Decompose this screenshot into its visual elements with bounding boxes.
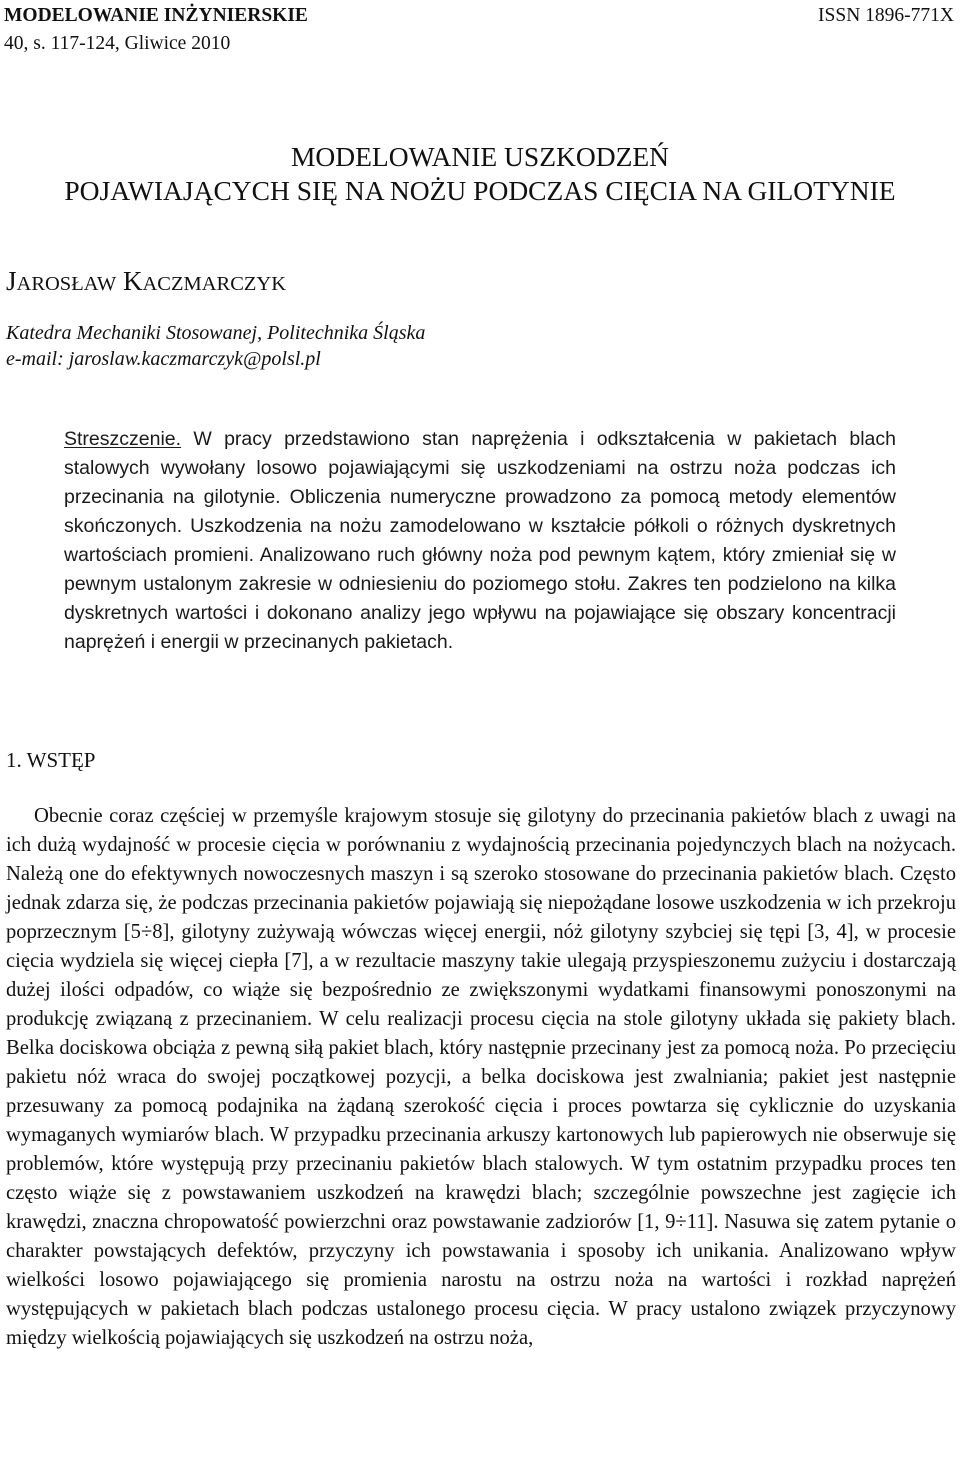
title-line-2: POJAWIAJĄCYCH SIĘ NA NOŻU PODCZAS CIĘCIA NA GILOTYNIE [64,175,896,206]
journal-issue: 40, s. 117-124, Gliwice 2010 [4,33,231,54]
journal-header [4,2,308,58]
abstract-label: Streszczenie. [64,428,182,450]
author-first-rest: AROSŁAW [16,273,117,295]
paper-title [0,140,960,208]
issn: ISSN 1896-771X [818,5,954,26]
author-first-initial: J [6,266,17,296]
author-last-initial: K [122,266,143,296]
author-last-rest: ACZMARCZYK [142,273,286,295]
email: e-mail: jaroslaw.kaczmarczyk@polsl.pl [6,348,321,370]
institution: Katedra Mechaniki Stosowanej, Politechnika Śląska [6,322,426,344]
abstract [64,425,896,657]
author-name [6,264,286,301]
journal-name: MODELOWANIE INŻYNIERSKIE [4,5,308,26]
section-heading: 1. WSTĘP [6,748,96,772]
abstract-text: W pracy przedstawiono stan naprężenia i odkształcenia w pakietach blach stalowych wywołany losowo pojawiającymi się uszkodzeniami na ostrzu noża podczas ich przecinania na gilotynie. Obliczenia numeryczne prowadzono za pomocą metody elementów skończonych. Uszkodzenia na nożu zamodelowano w kształcie półkoli o różnych dyskretnych wartościach promieni. Analizowano ruch główny noża pod pewnym kątem, który zmieniał się w pewnym ustalonym zakresie w odniesieniu do poziomego stołu. Zakres ten podzielono na kilka dyskretnych wartości i dokonano analizy jego wpływu na pojawiające się obszary koncentracji naprężeń i energii w przecinanych pakietach. [64,428,896,653]
title-line-1: MODELOWANIE USZKODZEŃ [290,141,670,172]
body-paragraph: Obecnie coraz częściej w przemyśle krajowym stosuje się gilotyny do przecinania pakietów blach z uwagi na ich dużą wydajność w procesie cięcia w porównaniu z wydajnością przecinania pojedynczych blach na nożycach. Należą one do efektywnych nowoczesnych maszyn i są szeroko stosowane do przecinania pakietów blach. Często jednak zdarza się, że podczas przecinania pakietów pojawiają się niepożądane losowe uszkodzenia w ich przekroju poprzecznym [5÷8], gilotyny zużywają wówczas więcej energii, nóż gilotyny szybciej się tępi [3, 4], w procesie cięcia wydziela się więcej ciepła [7], a w rezultacie maszyny takie ulegają przyspieszonemu zużyciu i dostarczają dużej ilości odpadów, co wiąże się bezpośrednio ze zwiększonymi wydatkami finansowymi ponoszonymi na produkcję związaną z przecinaniem. W celu realizacji procesu cięcia na stole gilotyny układa się pakiety blach. Belka dociskowa obciąża z pewną siłą pakiet blach, który następnie przecinany jest za pomocą noża. Po przecięciu pakietu nóż wraca do swojej początkowej pozycji, a belka dociskowa jest zwalniania; pakiet jest następnie przesuwany za pomocą podajnika na żądaną szerokość cięcia i proces powtarza się cyklicznie do uzyskania wymaganych wymiarów blach. W przypadku przecinania arkuszy kartonowych lub papierowych nie obserwuje się problemów, które występują przy przecinaniu pakietów blach stalowych. W tym ostatnim przypadku proces ten często wiąże się z powstawaniem uszkodzeń na krawędzi blach; szczególnie powszechne jest zagięcie ich krawędzi, znaczna chropowatość powierzchni oraz powstawanie zadziorów [1, 9÷11]. Nasuwa się zatem pytanie o charakter powstających defektów, przyczyny ich powstawania i sposoby ich unikania. Analizowano wpływ wielkości losowo pojawiającego się promienia narostu na ostrzu noża na wartości i rozkład naprężeń występujących w pakietach blach podczas ustalonego procesu cięcia. W pracy ustalono związek przyczynowy między wielkością pojawiających się uszkodzeń na ostrzu noża, [6,805,956,1349]
affiliation [6,320,425,372]
